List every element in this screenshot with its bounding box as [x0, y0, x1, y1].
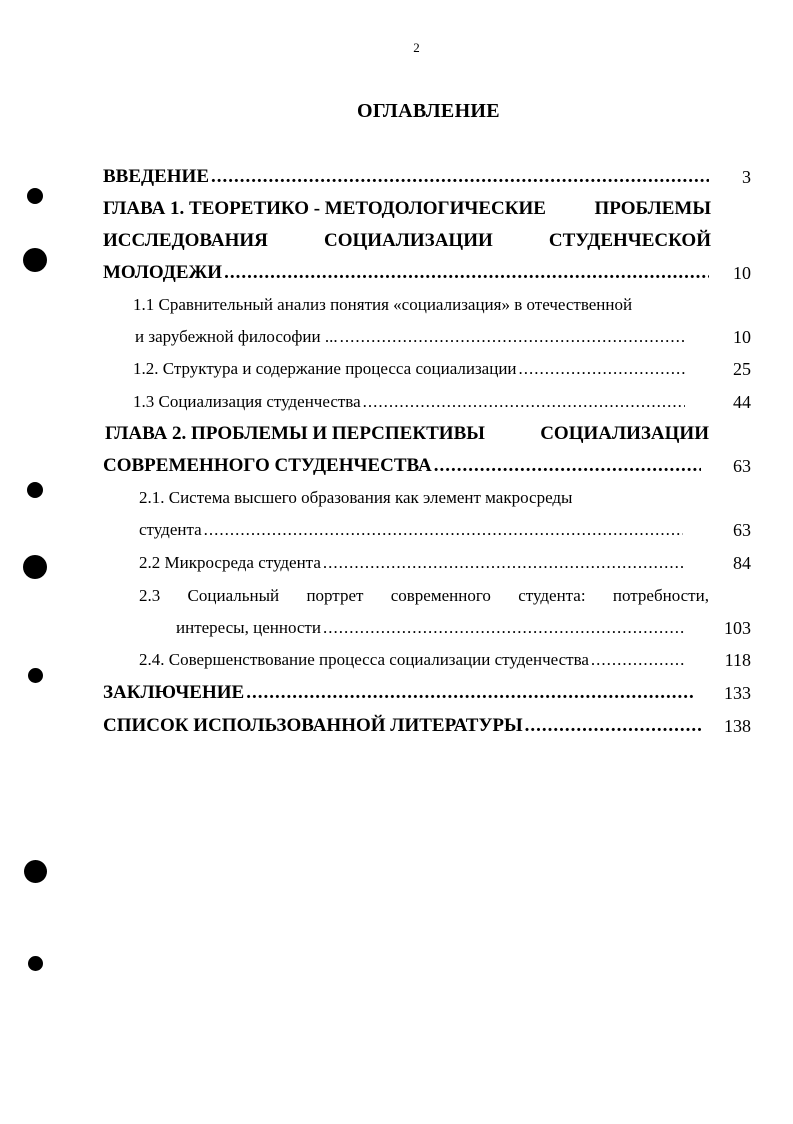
toc-page-number: 133: [724, 683, 751, 703]
toc-entry-references[interactable]: [103, 715, 705, 737]
toc-text: интересы, ценности: [176, 618, 321, 637]
toc-entry-chapter-2-line-1[interactable]: [105, 423, 709, 445]
leader-dots: [246, 682, 695, 704]
toc-text: потребности,: [612, 586, 709, 605]
toc-page-number: 3: [742, 167, 751, 187]
toc-entry-chapter-1-line-3: [103, 262, 711, 284]
toc-text: современного: [390, 586, 491, 605]
toc-entry-label: ВВЕДЕНИЕ: [103, 166, 209, 187]
toc-entry-1-3[interactable]: [133, 391, 687, 413]
toc-page-number: 138: [724, 716, 751, 736]
toc-entry-2-3-line-1[interactable]: [139, 585, 709, 607]
leader-dots: [519, 358, 685, 380]
toc-entry-2-1-line-2: [139, 519, 685, 541]
toc-entry-chapter-1-line-1[interactable]: [103, 198, 711, 220]
leader-dots: [224, 262, 709, 284]
toc-entry-conclusion[interactable]: [103, 682, 697, 704]
toc-page-number: 44: [733, 392, 751, 412]
leader-dots: [323, 552, 683, 574]
toc-text: СОВРЕМЕННОГО СТУДЕНЧЕСТВА: [103, 455, 432, 476]
toc-text: ЗАКЛЮЧЕНИЕ: [103, 682, 245, 703]
toc-text: МОЛОДЕЖИ: [103, 262, 223, 283]
leader-dots: [211, 166, 709, 188]
toc-entry-chapter-1-line-2: [103, 230, 711, 252]
toc-page-number: 103: [724, 618, 751, 638]
toc-text: СТУДЕНЧЕСКОЙ: [548, 230, 711, 251]
toc-page-number: 10: [733, 327, 751, 347]
toc-page-number: 10: [733, 263, 751, 283]
toc-text: Социальный: [187, 586, 280, 605]
leader-dots: [323, 617, 684, 639]
toc-text: СОЦИАЛИЗАЦИИ: [323, 230, 493, 251]
toc-page-number: 63: [733, 456, 751, 476]
toc-text: ПРОБЛЕМЫ: [594, 198, 711, 219]
toc-text: 1.3 Социализация студенчества: [133, 392, 361, 411]
toc-text: портрет: [306, 586, 364, 605]
leader-dots: [525, 715, 703, 737]
toc-text: 2.1. Система высшего образования как элемент макросреды: [139, 488, 573, 507]
leader-dots: [340, 326, 685, 348]
toc-entry-2-1-line-1[interactable]: [139, 487, 572, 509]
toc-text: студента: [139, 520, 202, 539]
toc-entry-2-4[interactable]: [139, 649, 687, 671]
page-title: ОГЛАВЛЕНИЕ: [357, 100, 500, 122]
leader-dots: [363, 391, 685, 413]
toc-text: 1.1 Сравнительный анализ понятия «социализация» в отечественной: [133, 295, 633, 314]
toc-entry-1-1-line-2: [135, 326, 687, 348]
toc-page-number: 84: [733, 553, 751, 573]
toc-entry-chapter-2-line-2: [103, 455, 703, 477]
toc-text: 2.2 Микросреда студента: [139, 553, 321, 572]
toc-text: ГЛАВА 1. ТЕОРЕТИКО - МЕТОДОЛОГИЧЕСКИЕ: [103, 198, 546, 219]
toc-page-number: 63: [733, 520, 751, 540]
toc-text: студента:: [518, 586, 586, 605]
toc-page-number: 118: [724, 650, 751, 670]
toc-text: СПИСОК ИСПОЛЬЗОВАННОЙ ЛИТЕРАТУРЫ: [103, 715, 523, 736]
toc-text: ИССЛЕДОВАНИЯ: [103, 230, 268, 251]
toc-text: 2.4. Совершенствование процесса социализации студенчества: [139, 650, 589, 669]
leader-dots: [204, 519, 683, 541]
toc-entry-1-2[interactable]: [133, 358, 687, 380]
toc-text: и зарубежной философии ...: [135, 327, 338, 346]
toc-entry-intro[interactable]: [103, 166, 711, 188]
page-number: 2: [413, 40, 420, 55]
toc-page-number: 25: [733, 359, 751, 379]
toc-text: 1.2. Структура и содержание процесса социализации: [133, 359, 517, 378]
toc-entry-2-3-line-2: [176, 617, 686, 639]
toc-entry-2-2[interactable]: [139, 552, 685, 574]
leader-dots: [434, 455, 701, 477]
toc-text: СОЦИАЛИЗАЦИИ: [540, 423, 709, 444]
toc-entry-1-1-line-1[interactable]: [133, 294, 632, 316]
toc-text: ГЛАВА 2. ПРОБЛЕМЫ И ПЕРСПЕКТИВЫ: [105, 423, 485, 444]
leader-dots: [591, 649, 685, 671]
toc-text: 2.3: [139, 586, 161, 605]
